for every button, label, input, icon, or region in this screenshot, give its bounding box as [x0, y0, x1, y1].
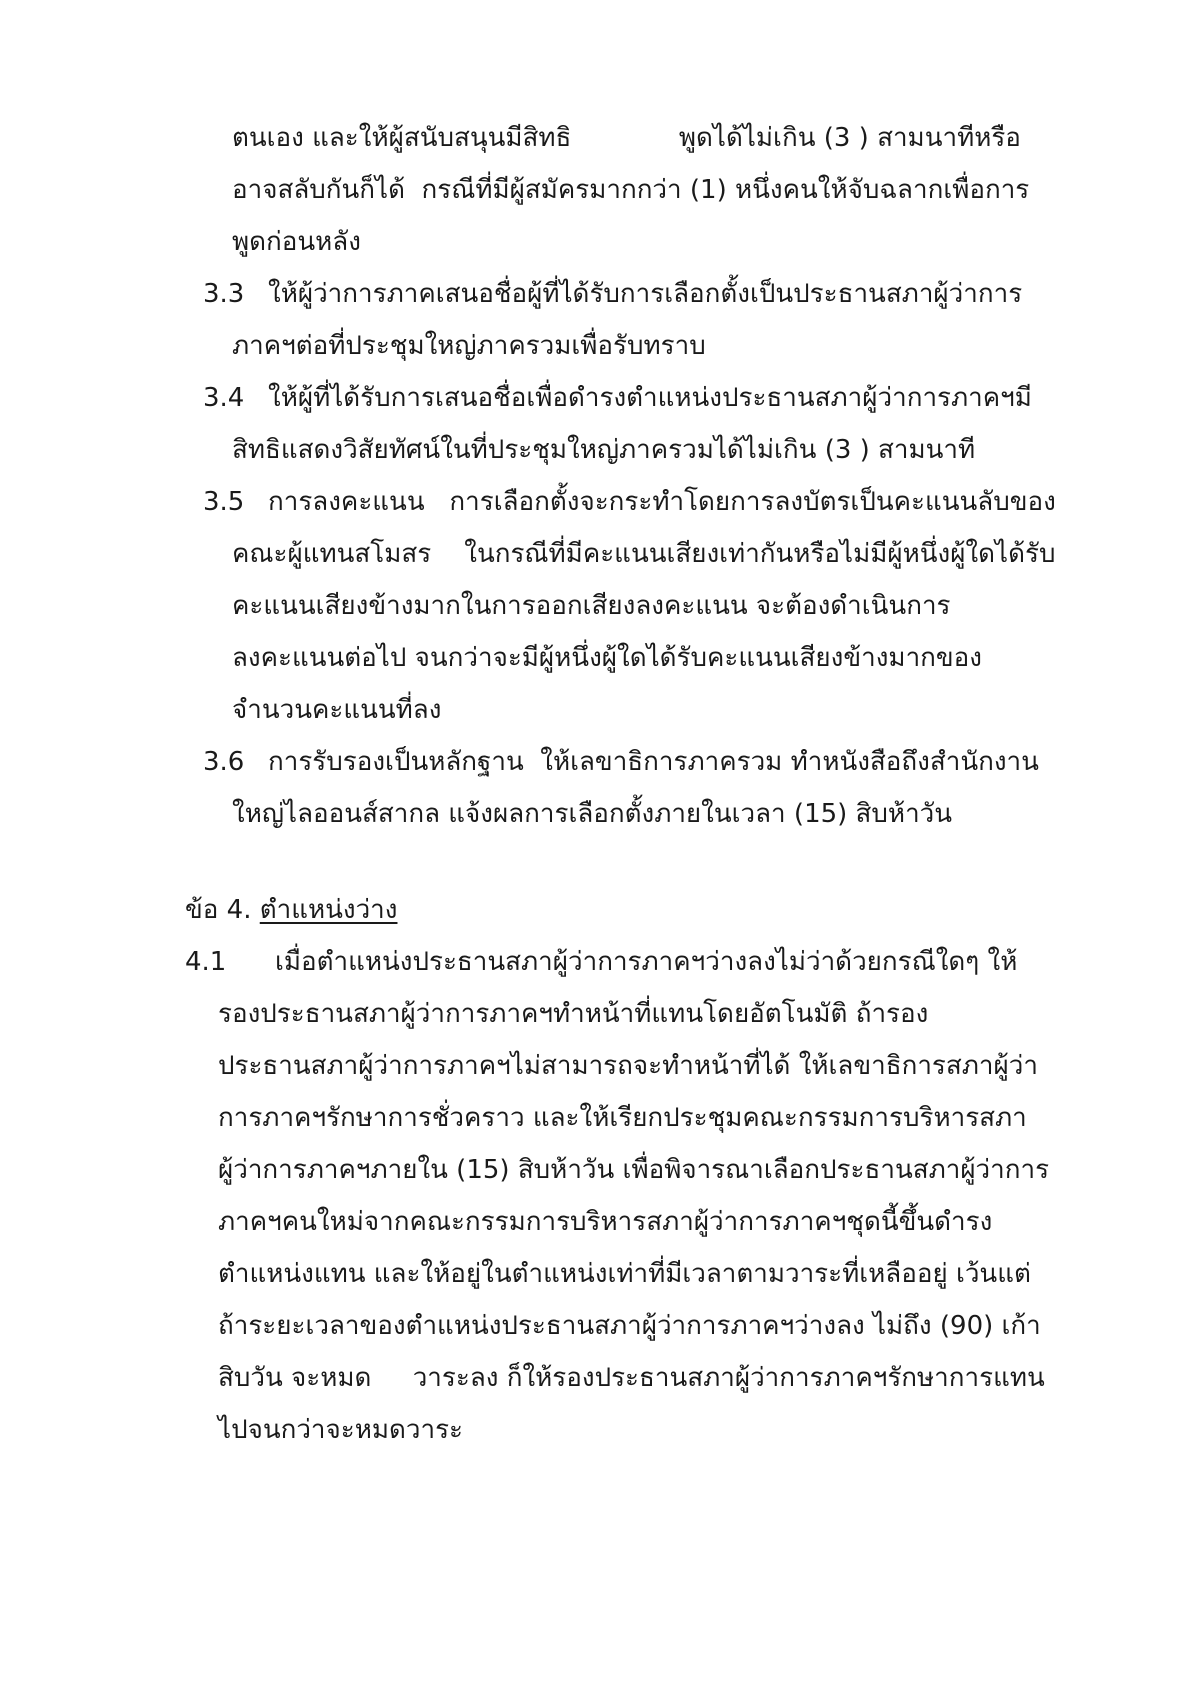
continuation-line-1: ตนเอง และให้ผู้สนับสนุนมีสิทธิ พูดได้ไม่เกิน (3 ) สามนาทีหรือ	[232, 123, 1021, 153]
item-4-1-line-3: ประธานสภาผู้ว่าการภาคฯไม่สามารถจะทำหน้าที่ได้ ให้เลขาธิการสภาผู้ว่า	[218, 1051, 1038, 1081]
item-4-1-line-4: การภาคฯรักษาการชั่วคราว และให้เรียกประชุมคณะกรรมการบริหารสภา	[218, 1103, 1027, 1133]
item-3-5-line-4: ลงคะแนนต่อไป จนกว่าจะมีผู้หนึ่งผู้ใดได้รับคะแนนเสียงข้างมากของ	[232, 643, 982, 673]
item-3-3-line-2: ภาคฯต่อที่ประชุมใหญ่ภาครวมเพื่อรับทราบ	[232, 331, 706, 361]
item-3-5-line-2: คณะผู้แทนสโมสร ในกรณีที่มีคะแนนเสียงเท่ากันหรือไม่มีผู้หนึ่งผู้ใดได้รับ	[232, 539, 1056, 569]
section-4-prefix: ข้อ 4.	[185, 895, 252, 925]
item-number-3-5: 3.5	[203, 487, 245, 517]
item-4-1-line-1: เมื่อตำแหน่งประธานสภาผู้ว่าการภาคฯว่างลงไม่ว่าด้วยกรณีใดๆ ให้	[275, 947, 1018, 977]
item-4-1-line-7: ตำแหน่งแทน และให้อยู่ในตำแหน่งเท่าที่มีเวลาตามวาระที่เหลืออยู่ เว้นแต่	[218, 1259, 1031, 1289]
item-number-4-1: 4.1	[185, 947, 227, 977]
continuation-line-3: พูดก่อนหลัง	[232, 227, 361, 257]
item-3-4-line-1: ให้ผู้ที่ได้รับการเสนอชื่อเพื่อดำรงตำแหน่งประธานสภาผู้ว่าการภาคฯมี	[268, 383, 1032, 413]
item-4-1-line-6: ภาคฯคนใหม่จากคณะกรรมการบริหารสภาผู้ว่าการภาคฯชุดนี้ขึ้นดำรง	[218, 1207, 993, 1237]
section-4-title: ตำแหน่งว่าง	[259, 895, 398, 925]
item-4-1-line-5: ผู้ว่าการภาคฯภายใน (15) สิบห้าวัน เพื่อพิจารณาเลือกประธานสภาผู้ว่าการ	[218, 1155, 1050, 1185]
continuation-line-2: อาจสลับกันก็ได้ กรณีที่มีผู้สมัครมากกว่า (1) หนึ่งคนให้จับฉลากเพื่อการ	[232, 175, 1030, 205]
item-number-3-3: 3.3	[203, 279, 245, 309]
item-4-1-line-9: สิบวัน จะหมด วาระลง ก็ให้รองประธานสภาผู้ว่าการภาคฯรักษาการแทน	[218, 1363, 1045, 1393]
item-3-5-line-5: จำนวนคะแนนที่ลง	[232, 695, 442, 725]
item-4-1-line-10: ไปจนกว่าจะหมดวาระ	[218, 1415, 464, 1445]
item-4-1-line-2: รองประธานสภาผู้ว่าการภาคฯทำหน้าที่แทนโดยอัตโนมัติ ถ้ารอง	[218, 999, 929, 1029]
item-3-5-line-1: การลงคะแนน การเลือกตั้งจะกระทำโดยการลงบัตรเป็นคะแนนลับของ	[268, 487, 1056, 517]
item-3-6-line-1: การรับรองเป็นหลักฐาน ให้เลขาธิการภาครวม ทำหนังสือถึงสำนักงาน	[268, 747, 1039, 777]
section-4-heading	[185, 890, 397, 930]
item-number-3-4: 3.4	[203, 383, 245, 413]
item-3-5-line-3: คะแนนเสียงข้างมากในการออกเสียงลงคะแนน จะต้องดำเนินการ	[232, 591, 951, 621]
item-4-1-line-8: ถ้าระยะเวลาของตำแหน่งประธานสภาผู้ว่าการภาคฯว่างลง ไม่ถึง (90) เก้า	[218, 1311, 1041, 1341]
item-number-3-6: 3.6	[203, 747, 245, 777]
item-3-3-line-1: ให้ผู้ว่าการภาคเสนอชื่อผู้ที่ได้รับการเลือกตั้งเป็นประธานสภาผู้ว่าการ	[268, 279, 1023, 309]
item-3-6-line-2: ใหญ่ไลออนส์สากล แจ้งผลการเลือกตั้งภายในเวลา (15) สิบห้าวัน	[232, 799, 953, 829]
item-3-4-line-2: สิทธิแสดงวิสัยทัศน์ในที่ประชุมใหญ่ภาครวมได้ไม่เกิน (3 ) สามนาที	[232, 435, 976, 465]
